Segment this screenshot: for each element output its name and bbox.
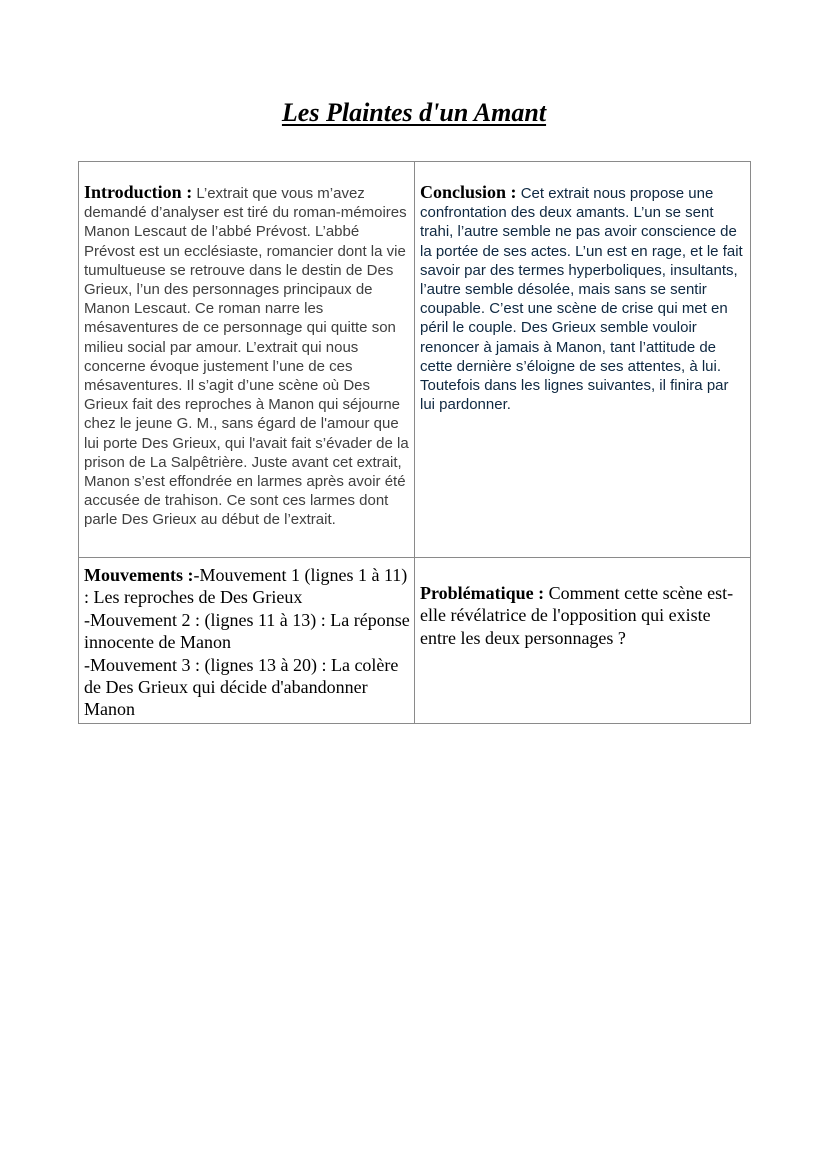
mouvements-heading: Mouvements : (84, 565, 194, 585)
problematique-heading: Problématique : (420, 583, 545, 603)
introduction-cell (79, 162, 415, 558)
table-row (79, 558, 751, 724)
introduction-text: L’extrait que vous m’avez demandé d’analyser est tiré du roman-mémoires Manon Lescaut de l’abbé Prévost. L’abbé Prévost est un ecclésiaste, romancier dont la vie tumultueuse se retrouve dans le destin de Des Grieux, l’un des personnages principaux de Manon Lescaut. Ce roman narre les mésaventures de ce personnage qui quitte son milieu social par amour. L’extrait qui nous concerne évoque justement l’une de ces mésaventures. Il s’agit d’une scène où Des Grieux fait des reproches à Manon qui séjourne chez le jeune G. M., sans égard de l'amour que lui porte Des Grieux, qui l'avait fait s’évader de la prison de La Salpêtrière. Juste avant cet extrait, Manon s’est effondrée en larmes après avoir été accusée de trahison. Ce sont ces larmes dont parle Des Grieux au début de l’extrait. (84, 185, 409, 529)
conclusion-text: Cet extrait nous propose une confrontation des deux amants. L’un se sent trahi, l’autre semble ne pas avoir conscience de la portée de ses actes. L’un est en rage, et le fait savoir par des termes hyperboliques, insultants, l’autre semble désolée, mais sans se sentir coupable. C’est une scène de crise qui met en péril le couple. Des Grieux semble vouloir renoncer à jamais à Manon, tant l’attitude de cette dernière s’éloigne de ses attentes, à lui. Toutefois dans les lignes suivantes, il finira par lui pardonner. (420, 185, 743, 414)
content-table (78, 161, 751, 724)
conclusion-heading: Conclusion : (420, 182, 517, 202)
mouvements-cell (79, 558, 415, 724)
mouvement-3: -Mouvement 3 : (lignes 13 à 20) : La colère de Des Grieux qui décide d'abandonner Manon (84, 654, 399, 720)
page-title: Les Plaintes d'un Amant (281, 98, 547, 127)
problematique-cell (415, 558, 751, 724)
conclusion-cell (415, 162, 751, 558)
mouvement-2: -Mouvement 2 : (lignes 11 à 13) : La réponse innocente de Manon (84, 609, 410, 653)
problematique-text: Comment cette scène est-elle révélatrice de l'opposition qui existe entre les deux personnages ? (420, 583, 734, 648)
introduction-heading: Introduction : (84, 182, 193, 202)
table-row (79, 162, 751, 558)
mouvement-1: -Mouvement 1 (lignes 1 à 11) : Les reproches de Des Grieux (84, 565, 408, 608)
